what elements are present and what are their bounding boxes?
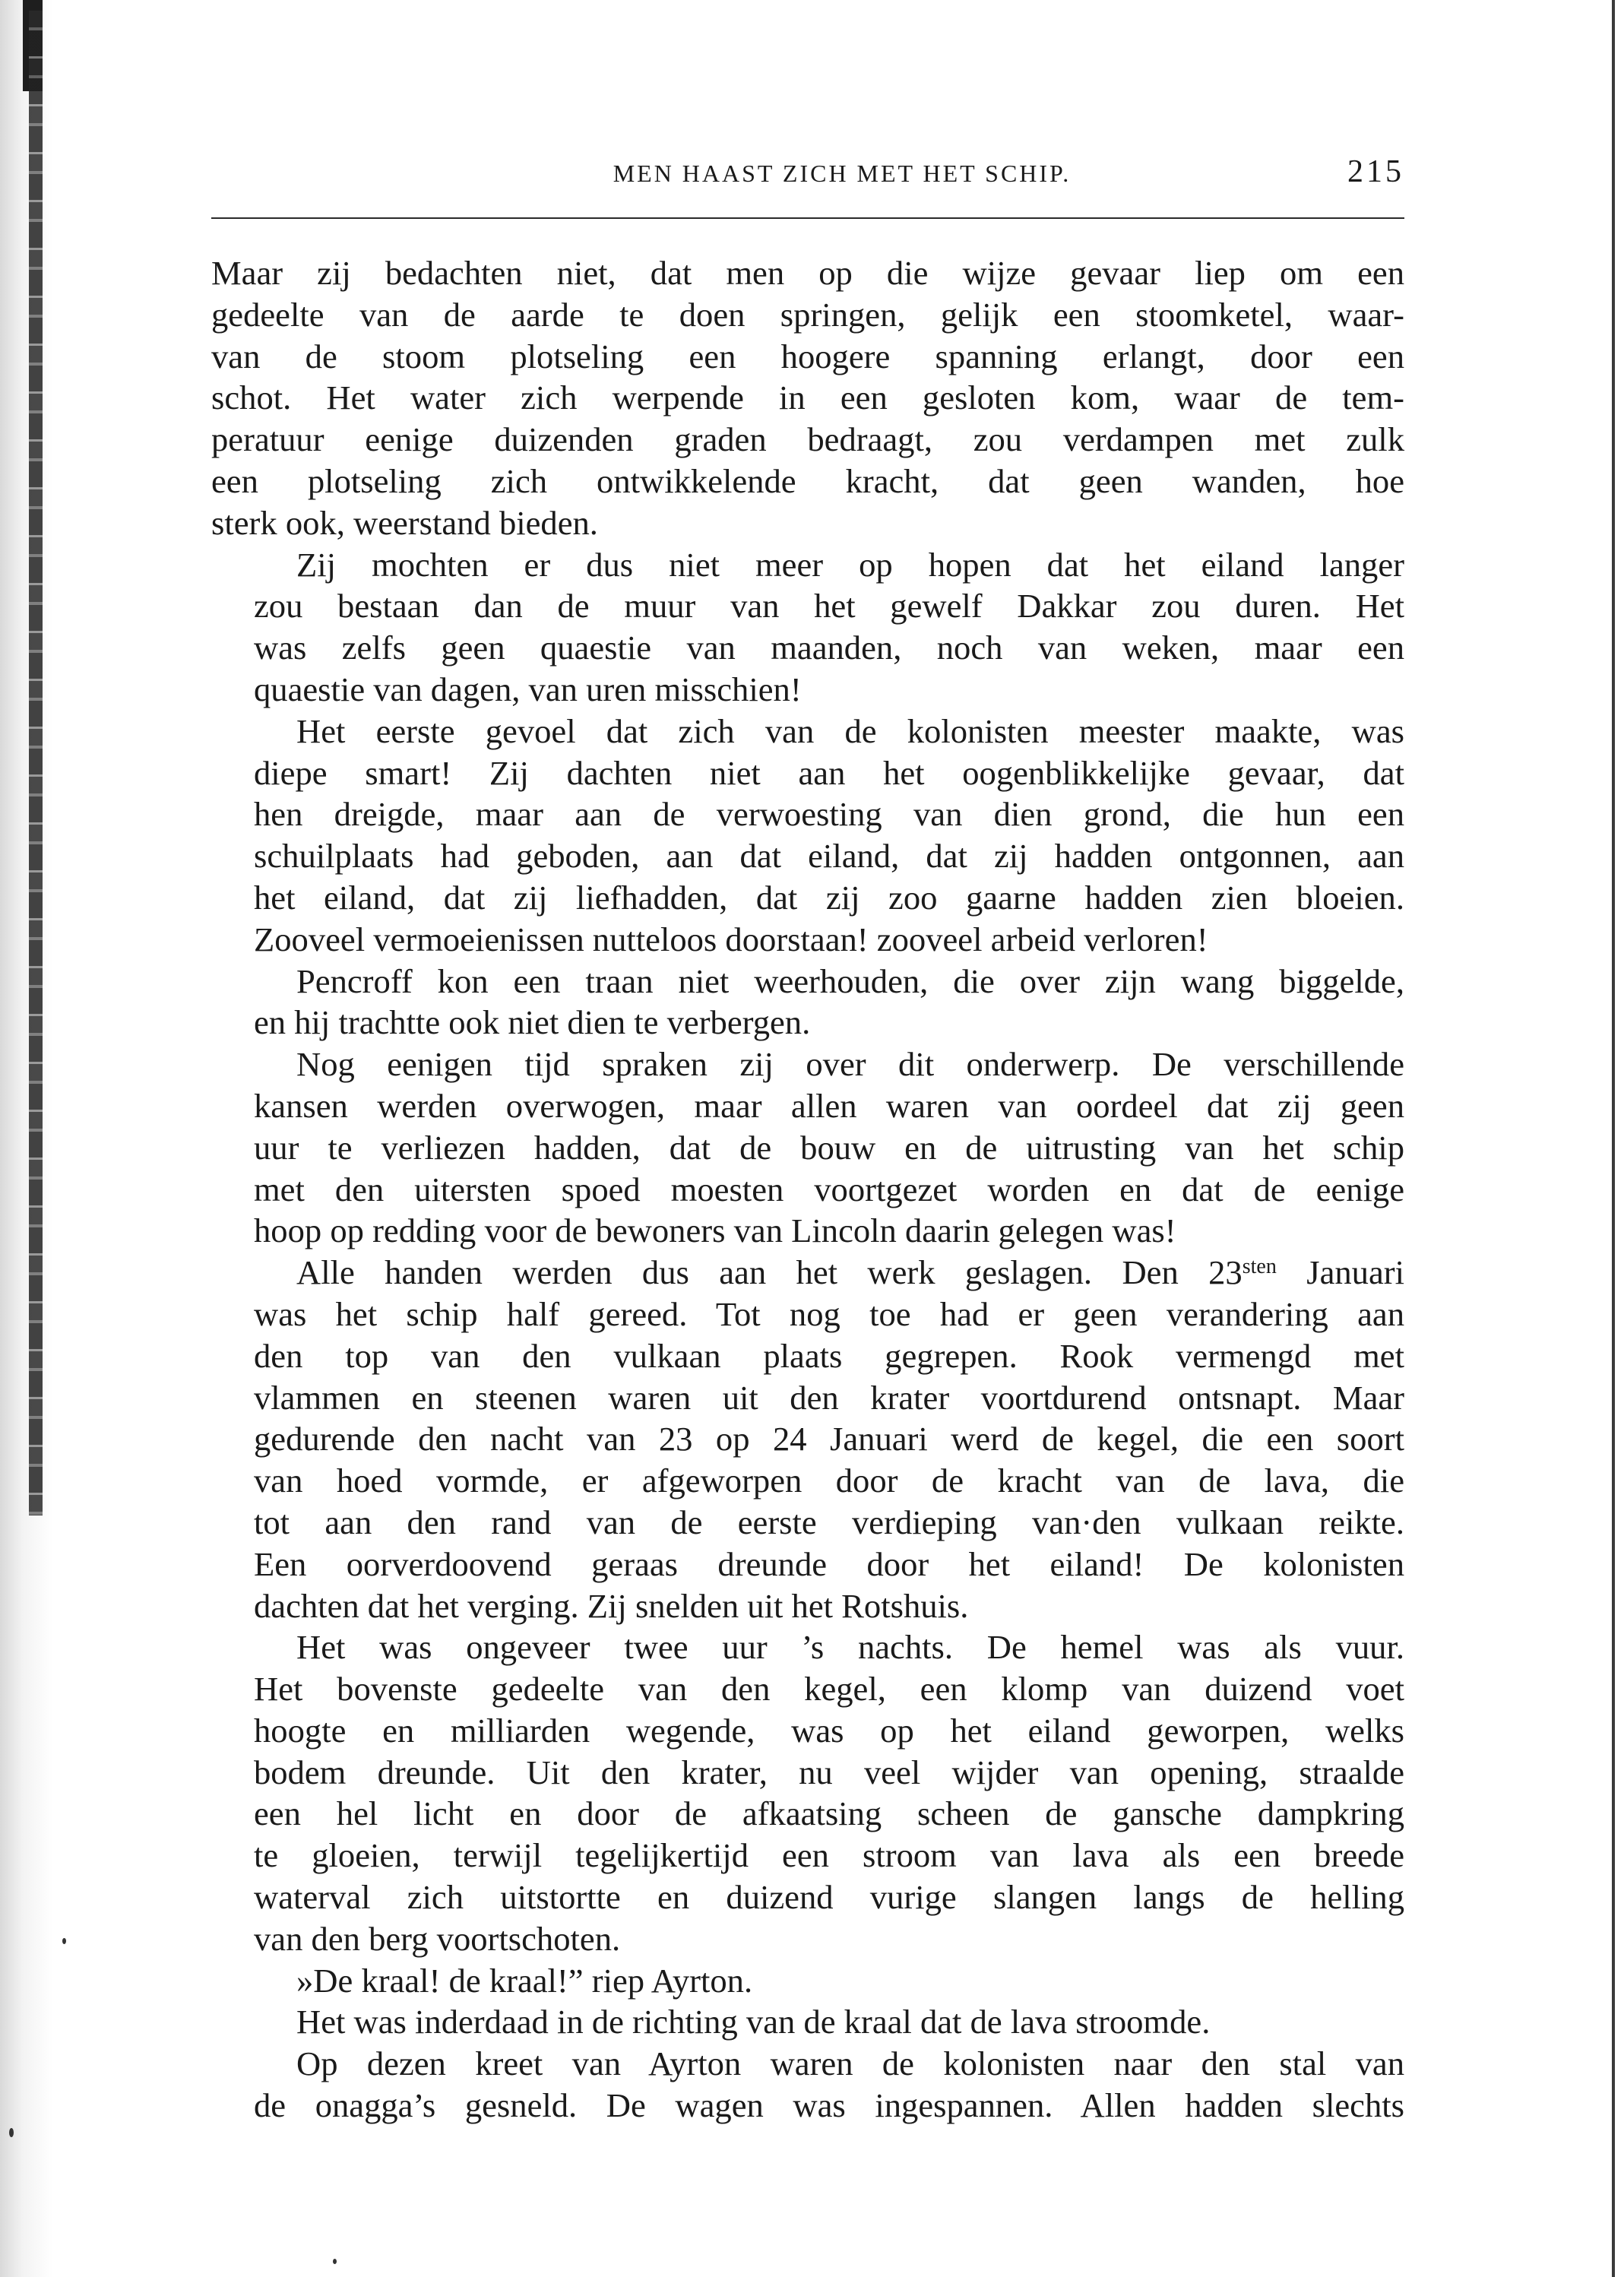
paragraph: [211, 1960, 1404, 2002]
text-line: Het was inderdaad in de richting van de kraal dat de lava stroomde.: [296, 2003, 1211, 2041]
scan-speck: [9, 2128, 14, 2137]
text-line: de onagga’s gesneld. De wagen was ingespannen. Allen hadden slechts: [254, 2086, 1404, 2125]
text-line: hoogte en milliarden wegende, was op het eiland geworpen, welks: [254, 1711, 1404, 1750]
header-rule: [211, 217, 1404, 219]
text-fragment: Alle handen werden dus aan het werk geslagen. Den 23: [296, 1253, 1243, 1292]
paragraph: [211, 2043, 1404, 2127]
running-title: MEN HAAST ZICH MET HET SCHIP.: [613, 160, 1072, 187]
text-fragment: Januari: [1276, 1253, 1404, 1292]
text-line: zou bestaan dan de muur van het gewelf Dakkar zou duren. Het: [254, 587, 1404, 625]
text-line: een hel licht en door de afkaatsing scheen de gansche dampkring: [254, 1794, 1404, 1833]
text-line: Maar zij bedachten niet, dat men op die wijze gevaar liep om een: [211, 254, 1404, 292]
text-line: »De kraal! de kraal!” riep Ayrton.: [296, 1961, 753, 2000]
text-line: Zij mochten er dus niet meer op hopen dat het eiland langer: [296, 545, 1404, 584]
paragraph: [211, 961, 1404, 1044]
text-line: te gloeien, terwijl tegelijkertijd een stroom van lava als een breede: [254, 1836, 1404, 1875]
text-line: gedeelte van de aarde te doen springen, gelijk een stoomketel, waar-: [211, 295, 1404, 334]
text-line: Nog eenigen tijd spraken zij over dit onderwerp. De verschillende: [296, 1045, 1404, 1084]
text-line: Het bovenste gedeelte van den kegel, een klomp van duizend voet: [254, 1670, 1404, 1709]
text-line: vlammen en steenen waren uit den krater voortdurend ontsnapt. Maar: [254, 1378, 1404, 1417]
text-line: een plotseling zich ontwikkelende kracht, dat geen wanden, hoe: [211, 461, 1404, 500]
text-line: was zelfs geen quaestie van maanden, noch van weken, maar een: [254, 629, 1404, 667]
paragraph: [211, 2001, 1404, 2043]
paragraph: [211, 252, 1404, 544]
text-line: Pencroff kon een traan niet weerhouden, die over zijn wang biggelde,: [296, 961, 1404, 1000]
text-line: van hoed vormde, er afgeworpen door de kracht van de lava, die: [254, 1462, 1404, 1500]
text-line: bodem dreunde. Uit den krater, nu veel wijder van opening, straalde: [254, 1753, 1404, 1791]
scan-edge-right: [1612, 0, 1615, 2277]
text-line: Op dezen kreet van Ayrton waren de kolonisten naar den stal van: [296, 2044, 1404, 2083]
text-line: Het was ongeveer twee uur ’s nachts. De hemel was als vuur.: [296, 1628, 1404, 1667]
text-line: quaestie van dagen, van uren misschien!: [254, 670, 802, 708]
text-line: peratuur eenige duizenden graden bedraagt, zou verdampen met zulk: [211, 420, 1404, 459]
text-line: sterk ook, weerstand bieden.: [211, 503, 598, 542]
scan-speck: [333, 2259, 337, 2264]
text-line: tot aan den rand van de eerste verdieping van·den vulkaan reikte.: [254, 1503, 1404, 1541]
page-number: 215: [1347, 154, 1404, 189]
text-line: den top van den vulkaan plaats gegrepen. Rook vermengd met: [254, 1336, 1404, 1375]
paragraph: [211, 1043, 1404, 1252]
body-text: [211, 252, 1404, 2127]
text-line: Een oorverdoovend geraas dreunde door het eiland! De kolonisten: [254, 1544, 1404, 1583]
text-line: met den uitersten spoed moesten voortgezet worden en dat de eenige: [254, 1170, 1404, 1208]
book-binding-edge: [29, 11, 43, 1515]
text-line: het eiland, dat zij liefhadden, dat zij zoo gaarne hadden zien bloeien.: [254, 878, 1404, 917]
text-line: schuilplaats had geboden, aan dat eiland, dat zij hadden ontgonnen, aan: [254, 837, 1404, 876]
text-line: van den berg voortschoten.: [254, 1919, 621, 1958]
scan-speck: [62, 1938, 66, 1944]
text-line: dachten dat het verging. Zij snelden uit het Rotshuis.: [254, 1586, 969, 1625]
text-line: hen dreigde, maar aan de verwoesting van dien grond, die hun een: [254, 795, 1404, 834]
running-head: [211, 144, 1404, 205]
text-line: en hij trachtte ook niet dien te verbergen.: [254, 1003, 811, 1042]
paragraph: [211, 544, 1404, 711]
text-line: was het schip half gereed. Tot nog toe had er geen verandering aan: [254, 1294, 1404, 1333]
superscript-sten: sten: [1242, 1255, 1277, 1279]
text-line: gedurende den nacht van 23 op 24 Januari werd de kegel, die een soort: [254, 1420, 1404, 1458]
text-line: kansen werden overwogen, maar allen waren van oordeel dat zij geen: [254, 1086, 1404, 1125]
text-line: schot. Het water zich werpende in een gesloten kom, waar de tem-: [211, 378, 1404, 417]
text-line: van de stoom plotseling een hoogere spanning erlangt, door een: [211, 337, 1404, 375]
paragraph: [211, 1626, 1404, 1959]
scan-edge-shadow: [0, 0, 53, 2277]
text-line: uur te verliezen hadden, dat de bouw en de uitrusting van het schip: [254, 1128, 1404, 1167]
text-line: [211, 1252, 1404, 1294]
paragraph: [211, 711, 1404, 961]
text-line: diepe smart! Zij dachten niet aan het oogenblikkelijke gevaar, dat: [254, 753, 1404, 792]
text-line: Het eerste gevoel dat zich van de kolonisten meester maakte, was: [296, 711, 1404, 750]
text-line: waterval zich uitstortte en duizend vurige slangen langs de helling: [254, 1878, 1404, 1917]
paragraph: [211, 1252, 1404, 1626]
text-line: Zooveel vermoeienissen nutteloos doorstaan! zooveel arbeid verloren!: [254, 920, 1208, 958]
book-page: [211, 144, 1404, 2127]
text-line: hoop op redding voor de bewoners van Lincoln daarin gelegen was!: [254, 1211, 1176, 1250]
